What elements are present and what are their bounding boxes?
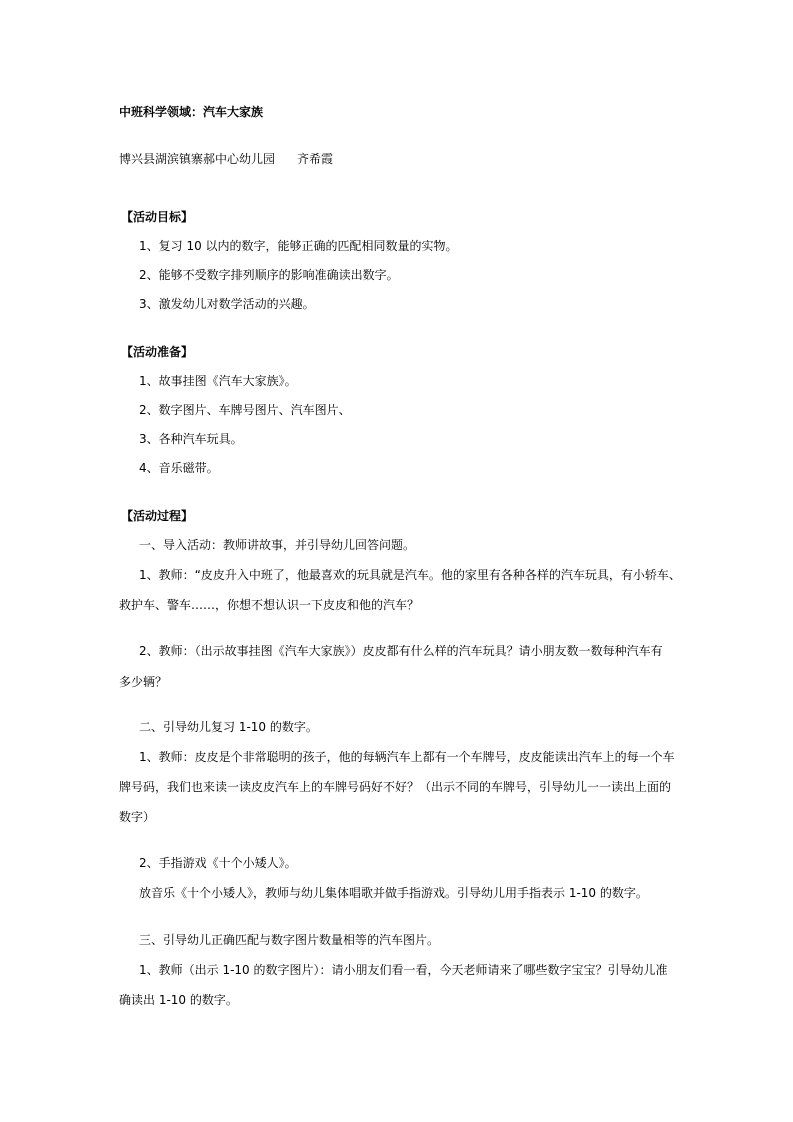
author-line xyxy=(119,151,333,167)
process-s1-para1-line1: 1、教师：“皮皮升入中班了，他最喜欢的玩具就是汽车。他的家里有各种各样的汽车玩具，有小轿车、 xyxy=(139,568,681,582)
process-heading: 【活动过程】 xyxy=(121,509,194,523)
prep-item-2: 2、数字图片、车牌号图片、汽车图片、 xyxy=(139,403,351,417)
process-s3-para1-line2: 确读出 1-10 的数字。 xyxy=(119,993,238,1007)
process-section-2-title: 二、引导幼儿复习 1-10 的数字。 xyxy=(139,720,318,734)
goal-item-1: 1、复习 10 以内的数字，能够正确的匹配相同数量的实物。 xyxy=(139,239,458,253)
process-s1-para1-line2: 救护车、警车……，你想不想认识一下皮皮和他的汽车？ xyxy=(119,598,420,612)
process-s2-para1-line3: 数字） xyxy=(119,810,156,824)
process-s1-para2-line1: 2、教师：（出示故事挂图《汽车大家族》）皮皮都有什么样的汽车玩具？请小朋友数一数每种汽车有 xyxy=(139,644,663,658)
goal-item-2: 2、能够不受数字排列顺序的影响准确读出数字。 xyxy=(139,268,399,282)
goal-item-3: 3、激发幼儿对数学活动的兴趣。 xyxy=(139,297,315,311)
process-s2-para3: 放音乐《十个小矮人》，教师与幼儿集体唱歌并做手指游戏。引导幼儿用手指表示 1-10 的数字。 xyxy=(139,886,648,900)
process-s2-para1-line2: 牌号码，我们也来读一读皮皮汽车上的车牌号码好不好？（出示不同的车牌号，引导幼儿一一读出上面的 xyxy=(119,780,672,794)
process-section-3-title: 三、引导幼儿正确匹配与数字图片数量相等的汽车图片。 xyxy=(139,933,440,947)
prep-item-3: 3、各种汽车玩具。 xyxy=(139,432,243,446)
preparation-heading: 【活动准备】 xyxy=(121,345,194,359)
process-s1-para2-line2: 多少辆？ xyxy=(119,675,168,689)
prep-item-1: 1、故事挂图《汽车大家族》。 xyxy=(139,374,297,388)
prep-item-4: 4、音乐磁带。 xyxy=(139,461,219,475)
document-title: 中班科学领域：汽车大家族 xyxy=(119,105,264,119)
process-s2-para2: 2、手指游戏《十个小矮人》。 xyxy=(139,856,297,870)
goals-heading: 【活动目标】 xyxy=(121,210,194,224)
author-name: 齐希霞 xyxy=(297,152,334,166)
process-s2-para1-line1: 1、教师：皮皮是个非常聪明的孩子，他的每辆汽车上都有一个车牌号，皮皮能读出汽车上的每一个车 xyxy=(139,750,675,764)
process-s3-para1-line1: 1、教师（出示 1-10 的数字图片）：请小朋友们看一看，今天老师请来了哪些数字宝宝？引导幼儿准 xyxy=(139,963,668,977)
process-section-1-title: 一、导入活动：教师讲故事，并引导幼儿回答问题。 xyxy=(139,538,416,552)
school-name: 博兴县湖滨镇寨郝中心幼儿园 xyxy=(119,152,276,166)
